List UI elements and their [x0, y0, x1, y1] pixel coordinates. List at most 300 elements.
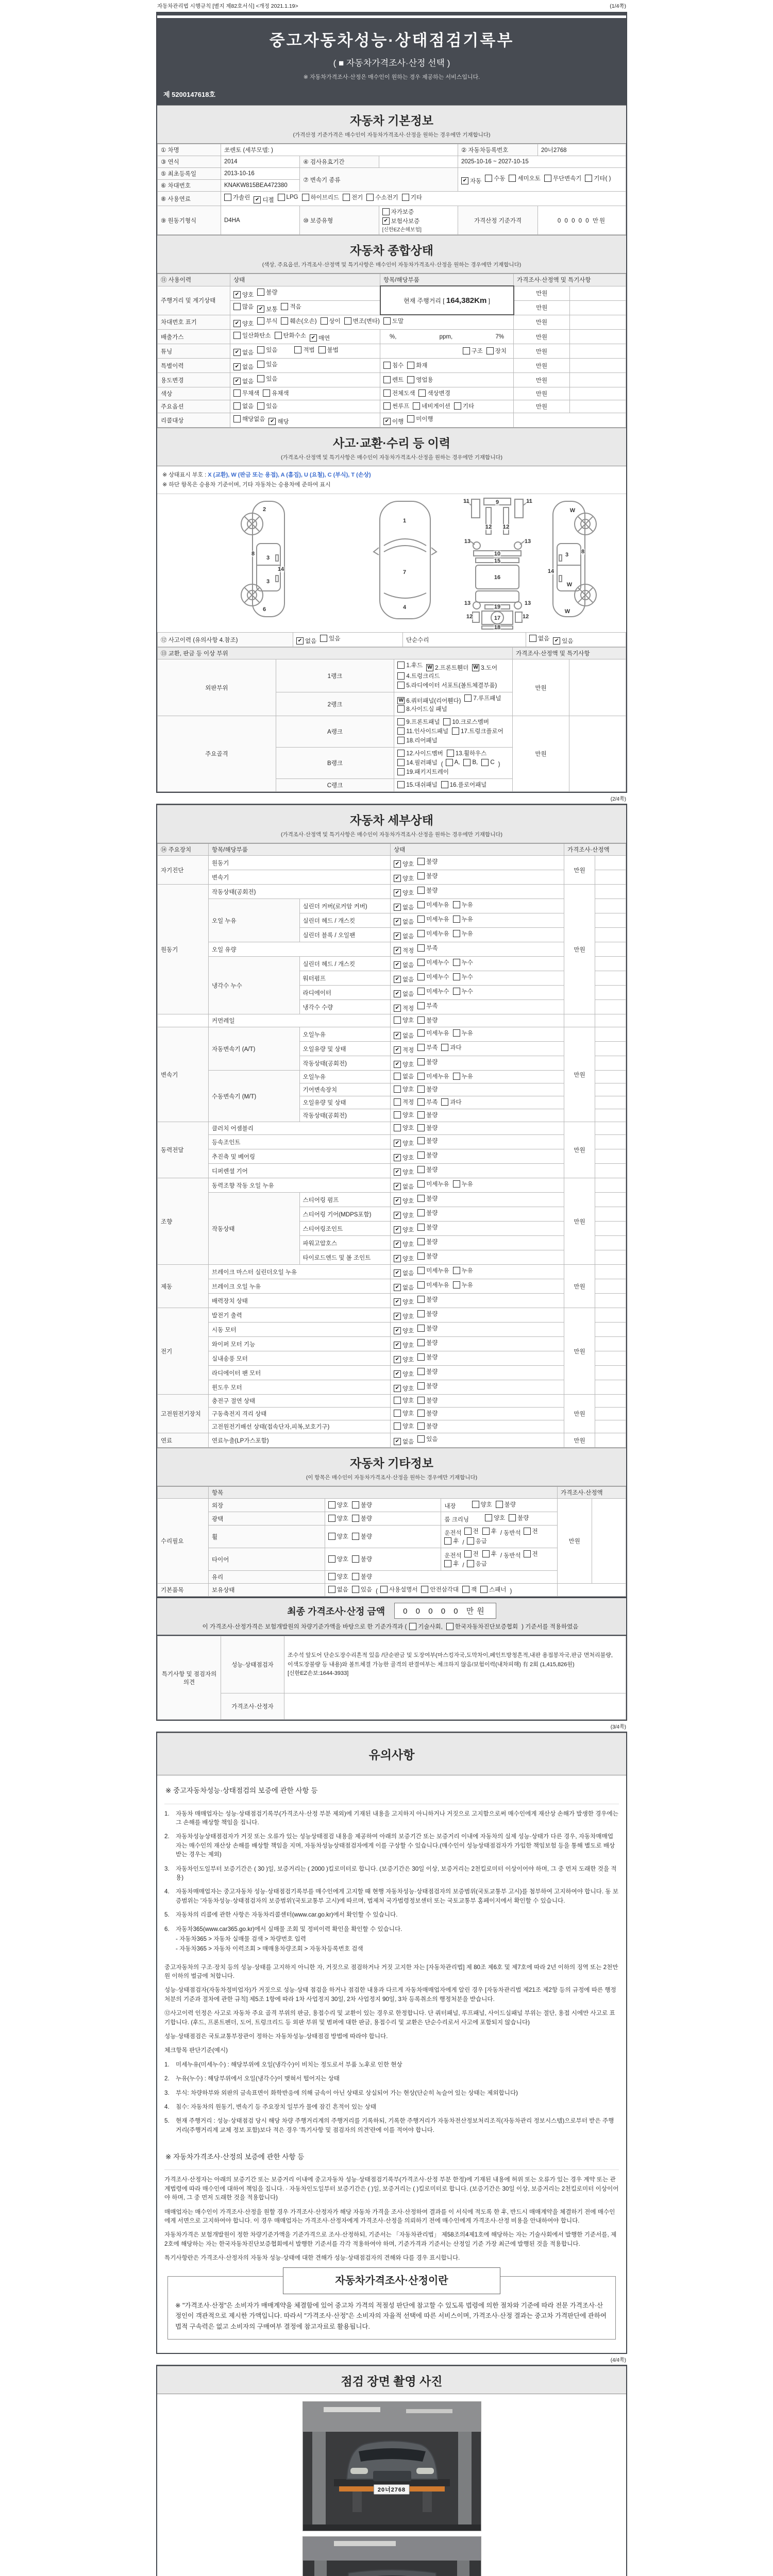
- unchecked-box-icon[interactable]: [467, 1560, 474, 1567]
- unchecked-box-icon[interactable]: [480, 1586, 488, 1593]
- checked-box-icon[interactable]: W: [426, 664, 433, 671]
- unchecked-box-icon[interactable]: [397, 768, 405, 775]
- unchecked-box-icon[interactable]: [417, 973, 425, 980]
- checkbox-기타[interactable]: [402, 193, 422, 201]
- checked-box-icon[interactable]: ✔: [394, 1168, 401, 1176]
- checkbox-보통[interactable]: [257, 305, 277, 313]
- checkbox-과다[interactable]: [441, 1098, 461, 1106]
- unchecked-box-icon[interactable]: [486, 347, 494, 354]
- checkbox-있음[interactable]: [257, 402, 277, 410]
- checked-box-icon[interactable]: ✔: [394, 860, 401, 868]
- checkbox-양호[interactable]: [394, 874, 414, 883]
- checkbox-없음[interactable]: [394, 918, 414, 926]
- unchecked-box-icon[interactable]: [467, 1537, 474, 1545]
- unchecked-box-icon[interactable]: [463, 759, 470, 766]
- checked-box-icon[interactable]: ✔: [394, 1370, 401, 1378]
- checkbox-자동[interactable]: [461, 177, 481, 185]
- checkbox-양호[interactable]: [394, 1355, 414, 1364]
- unchecked-box-icon[interactable]: [417, 887, 425, 894]
- unchecked-box-icon[interactable]: [417, 1073, 425, 1080]
- unchecked-box-icon[interactable]: [452, 727, 459, 735]
- unchecked-box-icon[interactable]: [394, 1124, 401, 1131]
- checkbox-기타[interactable]: [454, 402, 474, 410]
- checkbox-해당[interactable]: [268, 417, 289, 426]
- unchecked-box-icon[interactable]: [397, 750, 405, 757]
- unchecked-box-icon[interactable]: [278, 194, 285, 201]
- checked-box-icon[interactable]: ✔: [553, 637, 560, 645]
- checkbox-양호[interactable]: [233, 319, 254, 328]
- checked-box-icon[interactable]: ✔: [394, 1438, 401, 1445]
- unchecked-box-icon[interactable]: [407, 415, 414, 422]
- unchecked-box-icon[interactable]: [482, 1528, 490, 1535]
- checkbox-네비게이션[interactable]: [413, 402, 450, 410]
- unchecked-box-icon[interactable]: [453, 1180, 460, 1188]
- checkbox-불량[interactable]: [417, 1367, 438, 1376]
- checkbox-누유[interactable]: [453, 1281, 473, 1289]
- checked-box-icon[interactable]: ✔: [296, 637, 304, 645]
- checkbox-적정[interactable]: [394, 946, 414, 955]
- checkbox-무단변속기[interactable]: [544, 174, 582, 182]
- checked-box-icon[interactable]: ✔: [394, 933, 401, 940]
- checkbox-19.패키지트레이[interactable]: [397, 768, 449, 776]
- checkbox-누수[interactable]: [453, 973, 473, 981]
- checkbox-누유[interactable]: [453, 1029, 473, 1037]
- unchecked-box-icon[interactable]: [417, 1410, 425, 1417]
- unchecked-box-icon[interactable]: [394, 1410, 401, 1417]
- unchecked-box-icon[interactable]: [320, 635, 327, 642]
- unchecked-box-icon[interactable]: [257, 346, 264, 353]
- checkbox-기타( )[interactable]: [585, 174, 611, 182]
- unchecked-box-icon[interactable]: [257, 375, 264, 382]
- checkbox-불량[interactable]: [417, 1353, 438, 1361]
- unchecked-box-icon[interactable]: [281, 317, 288, 325]
- checkbox-이행[interactable]: [383, 417, 404, 426]
- checkbox-자가보증[interactable]: [382, 208, 414, 216]
- checked-box-icon[interactable]: ✔: [394, 1255, 401, 1262]
- checkbox-불량[interactable]: [417, 1209, 438, 1217]
- unchecked-box-icon[interactable]: [463, 347, 470, 354]
- checkbox-미세누수[interactable]: [417, 958, 449, 967]
- checkbox-불법[interactable]: [318, 346, 339, 354]
- unchecked-box-icon[interactable]: [453, 973, 460, 980]
- checked-box-icon[interactable]: ✔: [394, 1342, 401, 1349]
- checked-box-icon[interactable]: ✔: [394, 1284, 401, 1291]
- checkbox-영업용[interactable]: [407, 376, 433, 384]
- unchecked-box-icon[interactable]: [233, 303, 241, 310]
- unchecked-box-icon[interactable]: [417, 1166, 425, 1173]
- unchecked-box-icon[interactable]: [394, 1397, 401, 1404]
- checkbox-불량[interactable]: [352, 1572, 372, 1581]
- checkbox-미세누수[interactable]: [417, 987, 449, 995]
- unchecked-box-icon[interactable]: [453, 916, 460, 923]
- checked-box-icon[interactable]: ✔: [394, 1032, 401, 1039]
- checkbox-양호[interactable]: [394, 1396, 414, 1404]
- checkbox-있음[interactable]: [352, 1585, 372, 1594]
- checkbox-전[interactable]: [464, 1527, 479, 1535]
- checkbox-양호[interactable]: [394, 1255, 414, 1263]
- checkbox-미세누유[interactable]: [417, 901, 449, 909]
- unchecked-box-icon[interactable]: [417, 1281, 425, 1289]
- checkbox-8.사이드실 패널[interactable]: [397, 705, 447, 713]
- checkbox-17.트렁크플로어[interactable]: [452, 727, 503, 735]
- checkbox-부족[interactable]: [417, 1043, 438, 1052]
- unchecked-box-icon[interactable]: [417, 1339, 425, 1346]
- checkbox-14.필러패널[interactable]: [397, 758, 437, 767]
- unchecked-box-icon[interactable]: [453, 988, 460, 995]
- checkbox-유채색[interactable]: [263, 389, 289, 397]
- unchecked-box-icon[interactable]: [394, 1016, 401, 1024]
- checkbox-불량[interactable]: [257, 288, 277, 296]
- unchecked-box-icon[interactable]: [263, 389, 270, 397]
- checkbox-구조[interactable]: [463, 347, 483, 355]
- unchecked-box-icon[interactable]: [417, 1195, 425, 1202]
- checkbox-불량[interactable]: [417, 1223, 438, 1231]
- checked-box-icon[interactable]: ✔: [394, 1046, 401, 1054]
- checked-box-icon[interactable]: ✔: [461, 177, 468, 184]
- checkbox-수동[interactable]: [485, 174, 505, 182]
- unchecked-box-icon[interactable]: [417, 1325, 425, 1332]
- checkbox-불량[interactable]: [417, 1310, 438, 1318]
- checkbox-미세누유[interactable]: [417, 1072, 449, 1080]
- checkbox-불량[interactable]: [417, 1238, 438, 1246]
- checkbox-양호[interactable]: [394, 1409, 414, 1417]
- checkbox-불량[interactable]: [417, 1252, 438, 1260]
- checkbox-도말[interactable]: [383, 317, 404, 325]
- checkbox-12.사이드멤버[interactable]: [397, 749, 443, 757]
- unchecked-box-icon[interactable]: [328, 1555, 335, 1563]
- checkbox-미세누유[interactable]: [417, 1029, 449, 1037]
- checkbox-양호[interactable]: [394, 1139, 414, 1147]
- checkbox-없음[interactable]: [233, 402, 254, 410]
- unchecked-box-icon[interactable]: [224, 194, 231, 201]
- checkbox-없음[interactable]: [296, 637, 316, 645]
- checkbox-불량[interactable]: [417, 1085, 438, 1093]
- checked-box-icon[interactable]: ✔: [394, 1269, 401, 1277]
- unchecked-box-icon[interactable]: [444, 1537, 451, 1545]
- checkbox-후[interactable]: [482, 1550, 497, 1558]
- checked-box-icon[interactable]: ✔: [233, 349, 241, 356]
- checkbox-없음[interactable]: [233, 377, 254, 385]
- unchecked-box-icon[interactable]: [446, 1623, 453, 1630]
- unchecked-box-icon[interactable]: [453, 1267, 460, 1274]
- checkbox-잭[interactable]: [462, 1585, 477, 1594]
- unchecked-box-icon[interactable]: [444, 1560, 451, 1567]
- checkbox-없음[interactable]: [328, 1585, 348, 1594]
- unchecked-box-icon[interactable]: [394, 1073, 401, 1080]
- checkbox-썬루프[interactable]: [383, 402, 409, 410]
- unchecked-box-icon[interactable]: [394, 1111, 401, 1118]
- unchecked-box-icon[interactable]: [380, 1586, 388, 1593]
- checked-box-icon[interactable]: ✔: [394, 1385, 401, 1392]
- checkbox-누유[interactable]: [453, 1072, 473, 1080]
- unchecked-box-icon[interactable]: [233, 415, 241, 422]
- checkbox-불량[interactable]: [417, 1016, 438, 1024]
- checkbox-디젤[interactable]: [254, 196, 274, 204]
- unchecked-box-icon[interactable]: [417, 916, 425, 923]
- unchecked-box-icon[interactable]: [352, 1501, 359, 1509]
- checkbox-적음[interactable]: [281, 302, 301, 311]
- checkbox-변조(변타)[interactable]: [344, 317, 380, 325]
- checkbox-양호[interactable]: [328, 1555, 348, 1563]
- checked-box-icon[interactable]: ✔: [394, 1241, 401, 1248]
- checked-box-icon[interactable]: ✔: [383, 418, 391, 425]
- checkbox-4.트렁크리드[interactable]: [397, 672, 440, 680]
- checkbox-기술사회,[interactable]: [409, 1622, 443, 1631]
- checkbox-불량[interactable]: [496, 1500, 516, 1509]
- checkbox-사용설명서[interactable]: [380, 1585, 418, 1594]
- checkbox-불량[interactable]: [417, 1137, 438, 1145]
- checkbox-있음[interactable]: [257, 346, 277, 354]
- checkbox-누유[interactable]: [453, 915, 473, 923]
- checkbox-불량[interactable]: [417, 1338, 438, 1347]
- checked-box-icon[interactable]: ✔: [394, 990, 401, 997]
- checked-box-icon[interactable]: ✔: [394, 976, 401, 983]
- unchecked-box-icon[interactable]: [383, 362, 391, 369]
- checkbox-적정[interactable]: [394, 1098, 414, 1106]
- checked-box-icon[interactable]: ✔: [394, 1313, 401, 1320]
- unchecked-box-icon[interactable]: [397, 727, 405, 735]
- checkbox-불량[interactable]: [352, 1501, 372, 1509]
- checked-box-icon[interactable]: ✔: [268, 418, 276, 425]
- checkbox-없음[interactable]: [394, 1437, 414, 1446]
- unchecked-box-icon[interactable]: [417, 1267, 425, 1274]
- unchecked-box-icon[interactable]: [462, 1586, 469, 1593]
- unchecked-box-icon[interactable]: [453, 1029, 460, 1037]
- checked-box-icon[interactable]: ✔: [394, 1061, 401, 1068]
- checkbox-양호[interactable]: [394, 1085, 414, 1093]
- checkbox-양호[interactable]: [394, 1197, 414, 1205]
- checkbox-없음[interactable]: [233, 348, 254, 357]
- unchecked-box-icon[interactable]: [417, 1098, 425, 1106]
- checkbox-무채색[interactable]: [233, 389, 259, 397]
- checkbox-없음[interactable]: [394, 932, 414, 940]
- unchecked-box-icon[interactable]: [352, 1515, 359, 1522]
- checkbox-불량[interactable]: [417, 1324, 438, 1332]
- checkbox-누수[interactable]: [453, 987, 473, 995]
- unchecked-box-icon[interactable]: [446, 759, 453, 766]
- checkbox-불량[interactable]: [417, 1422, 438, 1430]
- checked-box-icon[interactable]: ✔: [394, 961, 401, 969]
- checkbox-불량[interactable]: [352, 1514, 372, 1522]
- unchecked-box-icon[interactable]: [328, 1501, 335, 1509]
- unchecked-box-icon[interactable]: [417, 1058, 425, 1065]
- checkbox-양호[interactable]: [328, 1532, 348, 1540]
- unchecked-box-icon[interactable]: [352, 1555, 359, 1563]
- checkbox-한국자동차진단보증협회[interactable]: [446, 1622, 518, 1631]
- unchecked-box-icon[interactable]: [383, 389, 391, 397]
- checkbox-없음[interactable]: [394, 1072, 414, 1080]
- checkbox-양호[interactable]: [394, 1016, 414, 1024]
- unchecked-box-icon[interactable]: [344, 317, 351, 325]
- unchecked-box-icon[interactable]: [417, 1310, 425, 1317]
- checkbox-안전삼각대[interactable]: [421, 1585, 459, 1594]
- checkbox-전[interactable]: [524, 1550, 538, 1558]
- checkbox-침수[interactable]: [383, 361, 404, 369]
- checkbox-LPG[interactable]: [278, 194, 298, 201]
- checkbox-해당없음[interactable]: [233, 415, 265, 423]
- checkbox-일산화탄소[interactable]: [233, 331, 271, 340]
- checkbox-불량[interactable]: [417, 886, 438, 894]
- unchecked-box-icon[interactable]: [481, 759, 489, 766]
- unchecked-box-icon[interactable]: [417, 988, 425, 995]
- checkbox-양호[interactable]: [394, 1060, 414, 1069]
- checked-box-icon[interactable]: W: [472, 664, 479, 671]
- checked-box-icon[interactable]: ✔: [233, 378, 241, 385]
- checked-box-icon[interactable]: ✔: [233, 291, 241, 298]
- checkbox-있음[interactable]: [257, 360, 277, 368]
- checkbox-렌트[interactable]: [383, 376, 404, 384]
- unchecked-box-icon[interactable]: [524, 1528, 531, 1535]
- checkbox-적법[interactable]: [294, 346, 314, 354]
- unchecked-box-icon[interactable]: [417, 1382, 425, 1389]
- checkbox-양호[interactable]: [394, 1226, 414, 1234]
- unchecked-box-icon[interactable]: [441, 1044, 448, 1051]
- checkbox-화재[interactable]: [407, 361, 427, 369]
- unchecked-box-icon[interactable]: [441, 1098, 448, 1106]
- unchecked-box-icon[interactable]: [417, 1137, 425, 1144]
- checkbox-전기[interactable]: [343, 193, 363, 201]
- unchecked-box-icon[interactable]: [257, 402, 264, 410]
- checkbox-양호[interactable]: [394, 1312, 414, 1320]
- unchecked-box-icon[interactable]: [443, 718, 450, 725]
- checkbox-하이브리드[interactable]: [302, 193, 340, 201]
- checkbox-있음[interactable]: [257, 375, 277, 383]
- checkbox-매연[interactable]: [310, 334, 330, 342]
- unchecked-box-icon[interactable]: [418, 389, 426, 397]
- unchecked-box-icon[interactable]: [485, 175, 492, 182]
- checked-box-icon[interactable]: W: [397, 697, 405, 704]
- checkbox-미세누유[interactable]: [417, 1180, 449, 1188]
- unchecked-box-icon[interactable]: [441, 781, 448, 788]
- unchecked-box-icon[interactable]: [417, 1224, 425, 1231]
- checked-box-icon[interactable]: ✔: [382, 217, 390, 225]
- unchecked-box-icon[interactable]: [397, 682, 405, 689]
- unchecked-box-icon[interactable]: [318, 346, 326, 353]
- checkbox-없음[interactable]: [394, 1283, 414, 1292]
- unchecked-box-icon[interactable]: [509, 175, 516, 182]
- checkbox-탄화수소[interactable]: [275, 331, 306, 340]
- checkbox-불량[interactable]: [417, 1409, 438, 1417]
- checkbox-부족[interactable]: [417, 1002, 438, 1010]
- checkbox-2.프론트휀더[interactable]: [426, 664, 468, 672]
- checkbox-전체도색[interactable]: [383, 389, 415, 397]
- checked-box-icon[interactable]: ✔: [394, 1212, 401, 1219]
- checked-box-icon[interactable]: ✔: [233, 363, 241, 370]
- checkbox-많음[interactable]: [233, 302, 254, 311]
- checkbox-누유[interactable]: [453, 1266, 473, 1275]
- checkbox-양호[interactable]: [394, 1298, 414, 1306]
- unchecked-box-icon[interactable]: [352, 1586, 359, 1593]
- checkbox-C[interactable]: [481, 759, 494, 766]
- unchecked-box-icon[interactable]: [453, 901, 460, 908]
- checkbox-불량[interactable]: [417, 1194, 438, 1202]
- unchecked-box-icon[interactable]: [417, 930, 425, 937]
- unchecked-box-icon[interactable]: [402, 194, 409, 201]
- checkbox-미이행[interactable]: [407, 415, 433, 423]
- unchecked-box-icon[interactable]: [544, 175, 551, 182]
- unchecked-box-icon[interactable]: [417, 1124, 425, 1131]
- checkbox-9.프론트패널[interactable]: [397, 718, 440, 726]
- unchecked-box-icon[interactable]: [407, 376, 414, 383]
- checkbox-없음[interactable]: [394, 1269, 414, 1277]
- checkbox-누유[interactable]: [453, 1180, 473, 1188]
- checkbox-양호[interactable]: [233, 291, 254, 299]
- unchecked-box-icon[interactable]: [382, 208, 390, 215]
- unchecked-box-icon[interactable]: [417, 959, 425, 966]
- unchecked-box-icon[interactable]: [417, 1252, 425, 1260]
- unchecked-box-icon[interactable]: [275, 332, 282, 339]
- unchecked-box-icon[interactable]: [383, 376, 391, 383]
- checkbox-불량[interactable]: [417, 857, 438, 866]
- checkbox-없음[interactable]: [394, 1182, 414, 1191]
- checkbox-7.루프패널[interactable]: [464, 694, 501, 702]
- checkbox-훼손(오손)[interactable]: [281, 317, 316, 325]
- checked-box-icon[interactable]: ✔: [310, 334, 317, 342]
- checkbox-미세누유[interactable]: [417, 1281, 449, 1289]
- checkbox-없음[interactable]: [394, 975, 414, 984]
- unchecked-box-icon[interactable]: [509, 1514, 516, 1521]
- checkbox-6.쿼터패널(리어휀다)[interactable]: [397, 697, 461, 705]
- checked-box-icon[interactable]: ✔: [233, 320, 241, 327]
- unchecked-box-icon[interactable]: [397, 718, 405, 725]
- unchecked-box-icon[interactable]: [302, 194, 309, 201]
- unchecked-box-icon[interactable]: [585, 175, 592, 182]
- checkbox-적정[interactable]: [394, 1004, 414, 1012]
- checkbox-양호[interactable]: [394, 1154, 414, 1162]
- checkbox-16.플로어패널[interactable]: [441, 781, 487, 789]
- unchecked-box-icon[interactable]: [394, 1422, 401, 1430]
- unchecked-box-icon[interactable]: [496, 1501, 503, 1508]
- checkbox-양호[interactable]: [394, 1240, 414, 1248]
- unchecked-box-icon[interactable]: [233, 402, 241, 410]
- unchecked-box-icon[interactable]: [407, 362, 414, 369]
- checkbox-있음[interactable]: [320, 634, 340, 642]
- unchecked-box-icon[interactable]: [417, 1238, 425, 1245]
- checkbox-누유[interactable]: [453, 901, 473, 909]
- checkbox-부족[interactable]: [417, 1098, 438, 1106]
- checkbox-스패너[interactable]: [480, 1585, 506, 1594]
- unchecked-box-icon[interactable]: [417, 901, 425, 908]
- checked-box-icon[interactable]: ✔: [394, 1197, 401, 1205]
- checkbox-양호[interactable]: [394, 1124, 414, 1132]
- unchecked-box-icon[interactable]: [464, 1528, 472, 1535]
- unchecked-box-icon[interactable]: [343, 194, 350, 201]
- checkbox-있음[interactable]: [553, 637, 573, 645]
- checkbox-없음[interactable]: [394, 961, 414, 969]
- checkbox-양호[interactable]: [394, 1327, 414, 1335]
- checkbox-양호[interactable]: [472, 1500, 492, 1509]
- checkbox-11.인사이드패널[interactable]: [397, 727, 448, 735]
- checkbox-1.후드[interactable]: [397, 661, 423, 669]
- checkbox-B,[interactable]: [463, 759, 478, 766]
- checkbox-누수[interactable]: [453, 958, 473, 967]
- unchecked-box-icon[interactable]: [383, 402, 391, 410]
- unchecked-box-icon[interactable]: [328, 1586, 335, 1593]
- unchecked-box-icon[interactable]: [328, 1515, 335, 1522]
- checkbox-전[interactable]: [524, 1527, 538, 1535]
- checked-box-icon[interactable]: ✔: [394, 875, 401, 882]
- checkbox-후[interactable]: [482, 1527, 497, 1535]
- checked-box-icon[interactable]: ✔: [394, 947, 401, 954]
- checkbox-없음[interactable]: [394, 990, 414, 998]
- unchecked-box-icon[interactable]: [453, 1281, 460, 1289]
- checkbox-부식[interactable]: [257, 317, 277, 325]
- checkbox-불량[interactable]: [352, 1555, 372, 1563]
- unchecked-box-icon[interactable]: [417, 872, 425, 879]
- unchecked-box-icon[interactable]: [397, 759, 405, 766]
- unchecked-box-icon[interactable]: [417, 1002, 425, 1009]
- checkbox-없음[interactable]: [529, 634, 549, 642]
